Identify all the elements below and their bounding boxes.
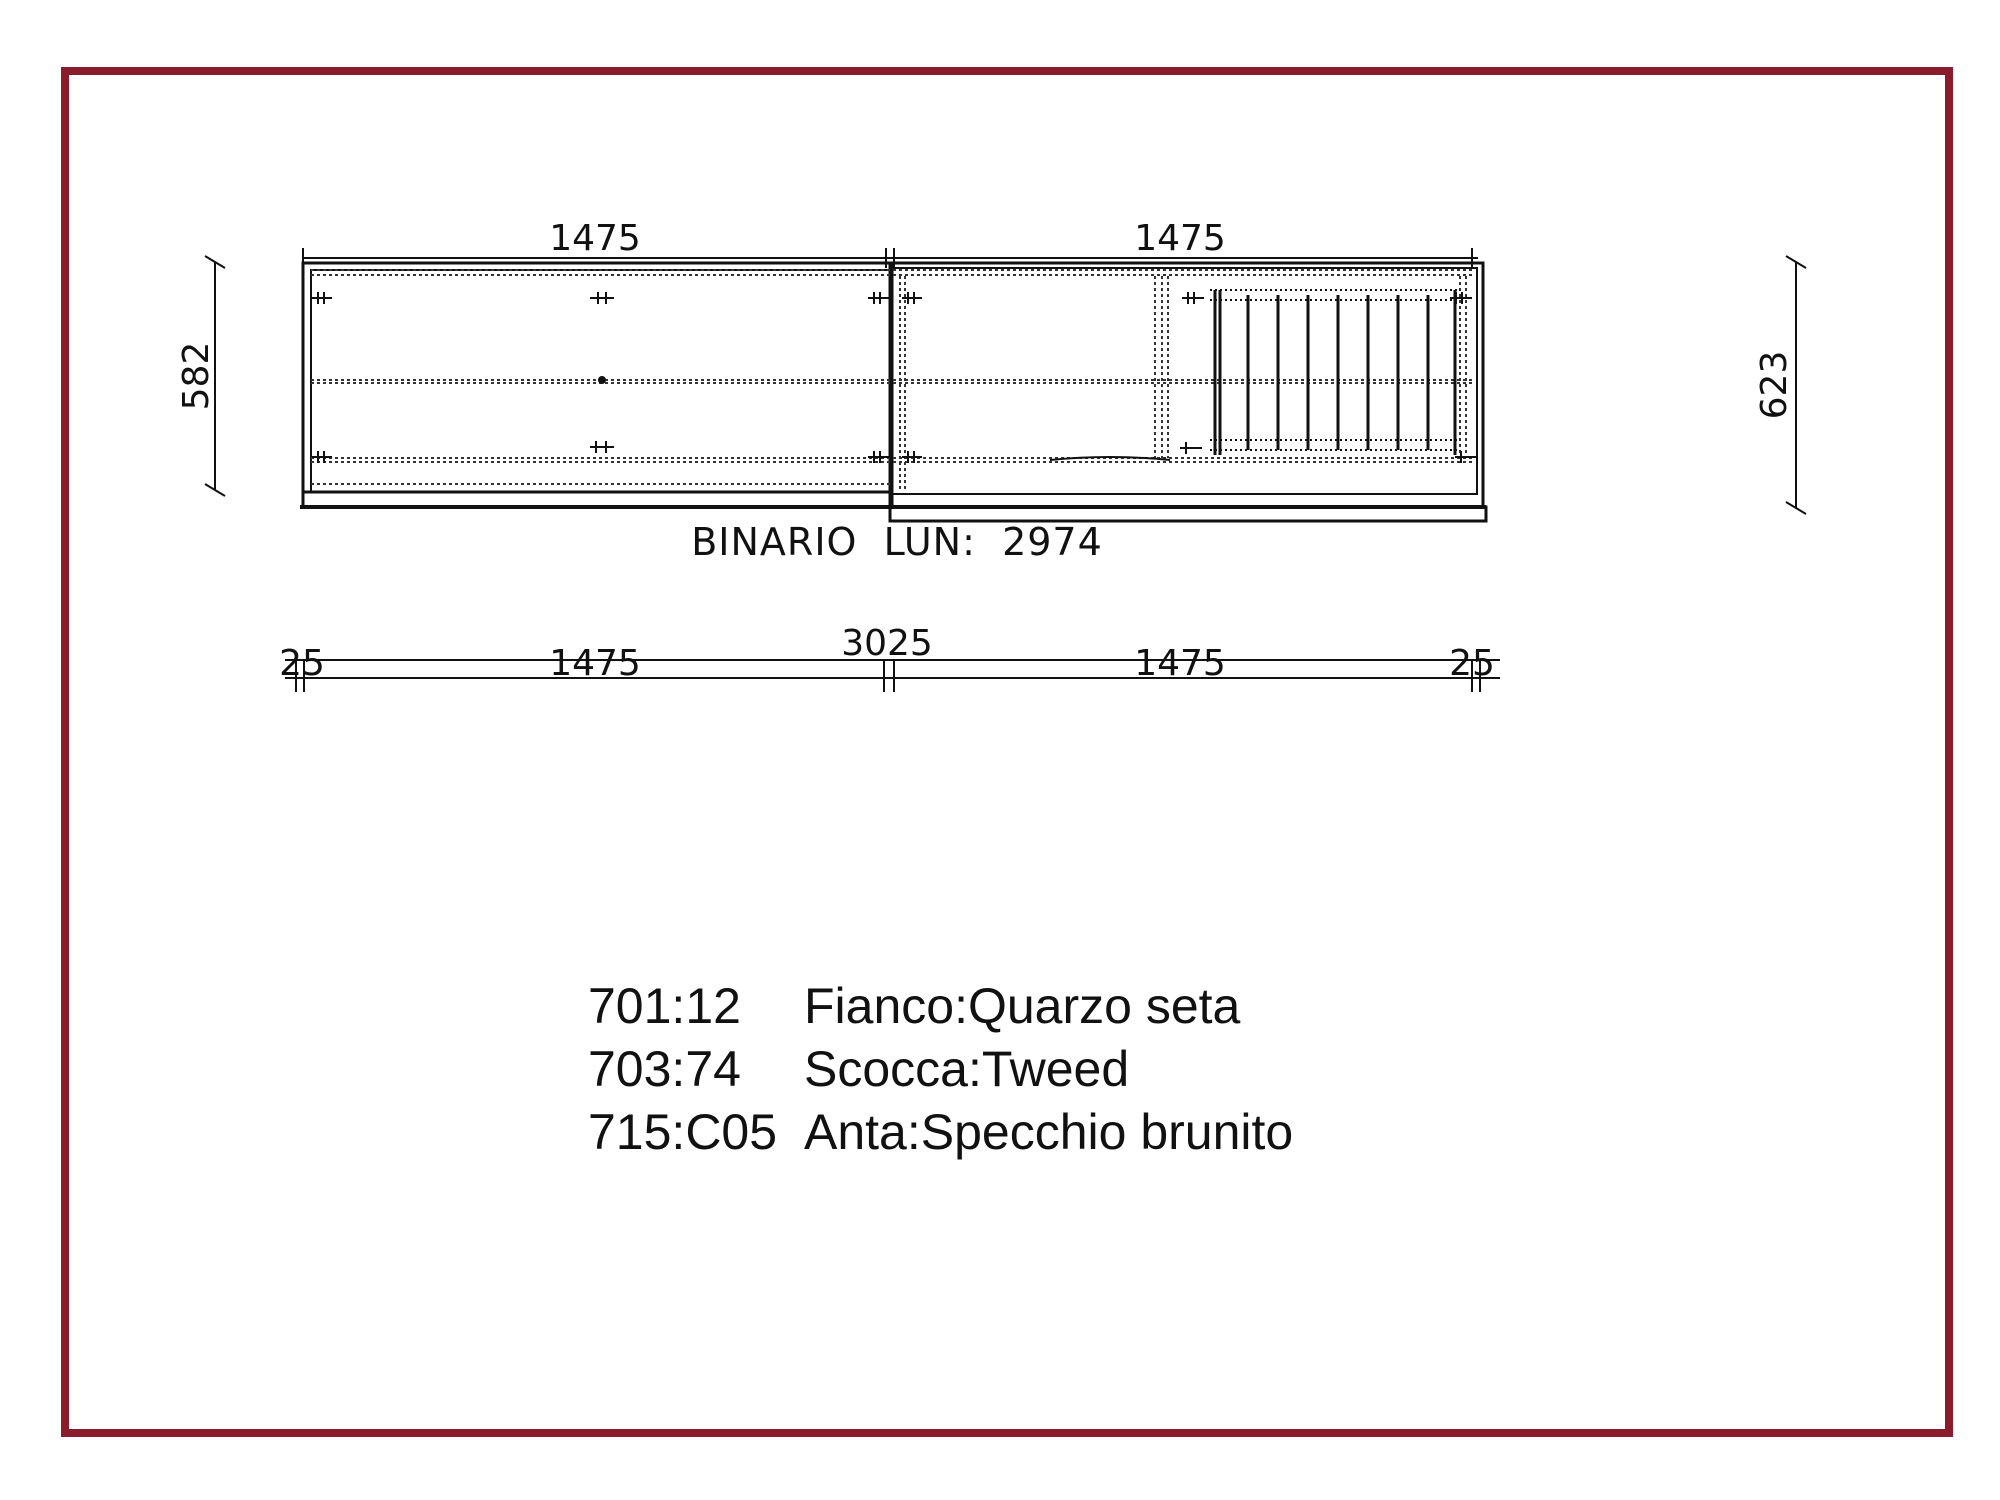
bottom-right-width-label: 1475	[1134, 643, 1226, 684]
legend-description: Fianco:Quarzo seta	[804, 978, 1241, 1034]
bottom-total-label: 3025	[841, 623, 933, 664]
bottom-left-width-label: 1475	[549, 643, 641, 684]
legend-row	[588, 1038, 1293, 1101]
left-height-label: 582	[176, 341, 217, 411]
rail-length-caption: BINARIO LUN: 2974	[691, 520, 1103, 564]
right-height-label: 623	[1754, 350, 1795, 420]
bottom-dimension-line	[285, 660, 1500, 692]
legend-code: 715:C05	[588, 1104, 778, 1160]
top-right-width-label: 1475	[1134, 218, 1226, 259]
legend-code: 703:74	[588, 1041, 741, 1097]
slat-group	[1215, 290, 1455, 455]
top-left-width-label: 1475	[549, 218, 641, 259]
material-legend	[588, 975, 1293, 1164]
legend-code: 701:12	[588, 978, 741, 1034]
legend-row	[588, 1101, 1293, 1164]
right-door-rail	[890, 507, 1486, 521]
legend-row	[588, 975, 1293, 1038]
bottom-right-margin-label: 25	[1449, 643, 1495, 684]
legend-description: Scocca:Tweed	[804, 1041, 1130, 1097]
bottom-left-margin-label: 25	[279, 643, 325, 684]
legend-description: Anta:Specchio brunito	[804, 1104, 1294, 1160]
